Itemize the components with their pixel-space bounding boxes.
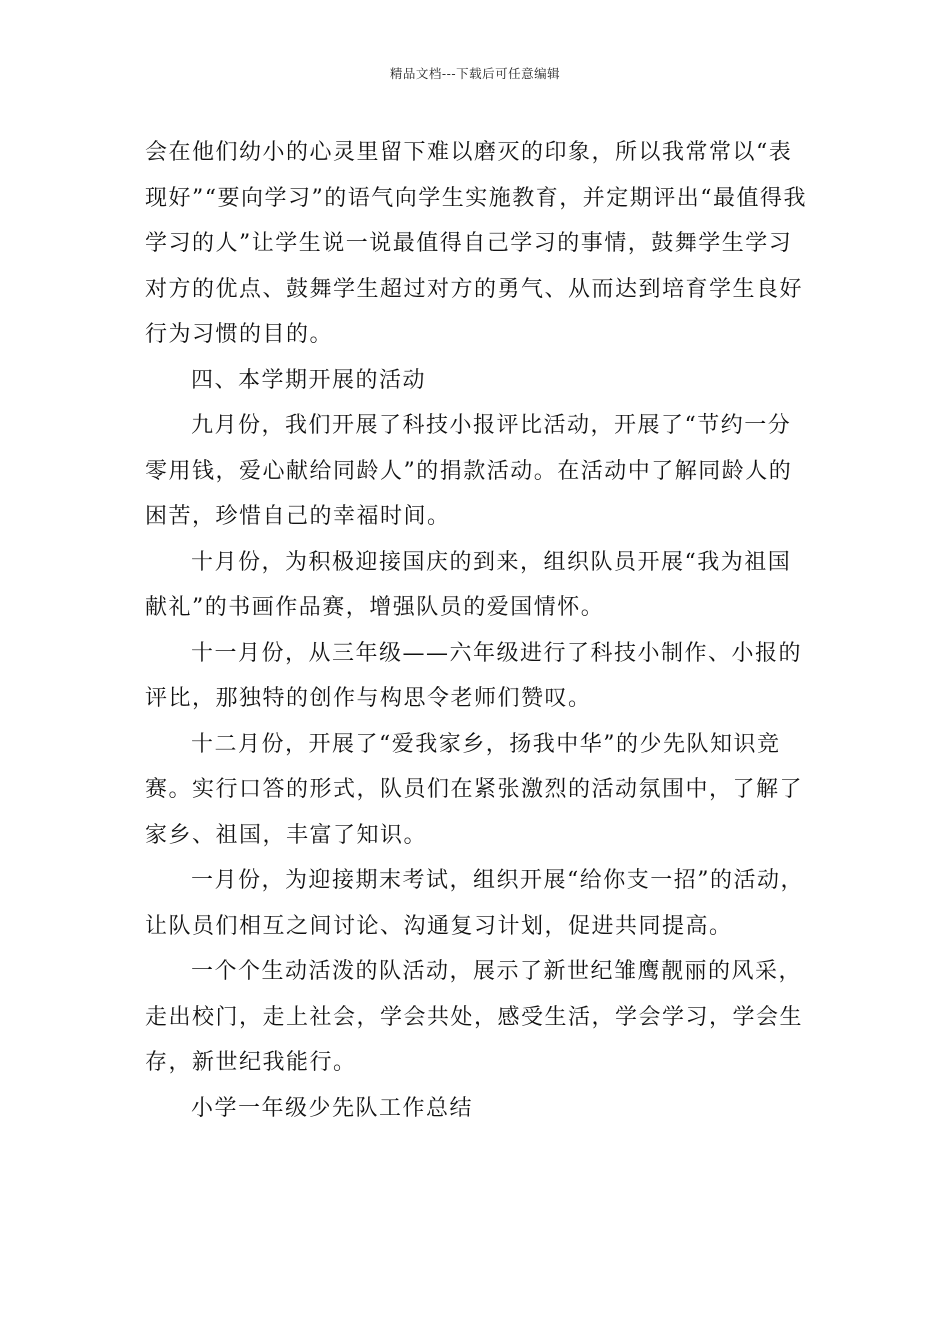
document-body — [145, 130, 810, 1131]
page-header: 精品文档---下载后可任意编辑 — [389, 66, 561, 81]
next-document-title: 小学一年级少先队工作总结 — [191, 1095, 474, 1121]
paragraph-december: 十二月份，开展了“爱我家乡，扬我中华”的少先队知识竞赛。实行口答的形式，队员们在紧张激烈的活动氛围中，了解了家乡、祖国，丰富了知识。 — [145, 731, 804, 848]
section-heading: 四、本学期开展的活动 — [191, 367, 427, 393]
paragraph-continuation: 会在他们幼小的心灵里留下难以磨灭的印象，所以我常常以“表现好”“要向学习”的语气向学生实施教育，并定期评出“最值得我学习的人”让学生说一说最值得自己学习的事情，鼓舞学生学习对方的优点、鼓舞学生超过对方的勇气、从而达到培育学生良好行为习惯的目的。 — [145, 140, 807, 347]
paragraph-october: 十月份，为积极迎接国庆的到来，组织队员开展“我为祖国献礼”的书画作品赛，增强队员的爱国情怀。 — [145, 549, 792, 620]
paragraph-september: 九月份，我们开展了科技小报评比活动，开展了“节约一分零用钱，爱心献给同龄人”的捐款活动。在活动中了解同龄人的困苦，珍惜自己的幸福时间。 — [145, 413, 793, 529]
paragraph-conclusion: 一个个生动活泼的队活动，展示了新世纪雏鹰靓丽的风采，走出校门，走上社会，学会共处，感受生活，学会学习，学会生存，新世纪我能行。 — [145, 959, 804, 1075]
paragraph-january: 一月份，为迎接期末考试，组织开展“给你支一招”的活动，让队员们相互之间讨论、沟通复习计划，促进共同提高。 — [145, 868, 804, 939]
paragraph-november: 十一月份，从三年级——六年级进行了科技小制作、小报的评比，那独特的创作与构思令老师们赞叹。 — [145, 640, 803, 711]
